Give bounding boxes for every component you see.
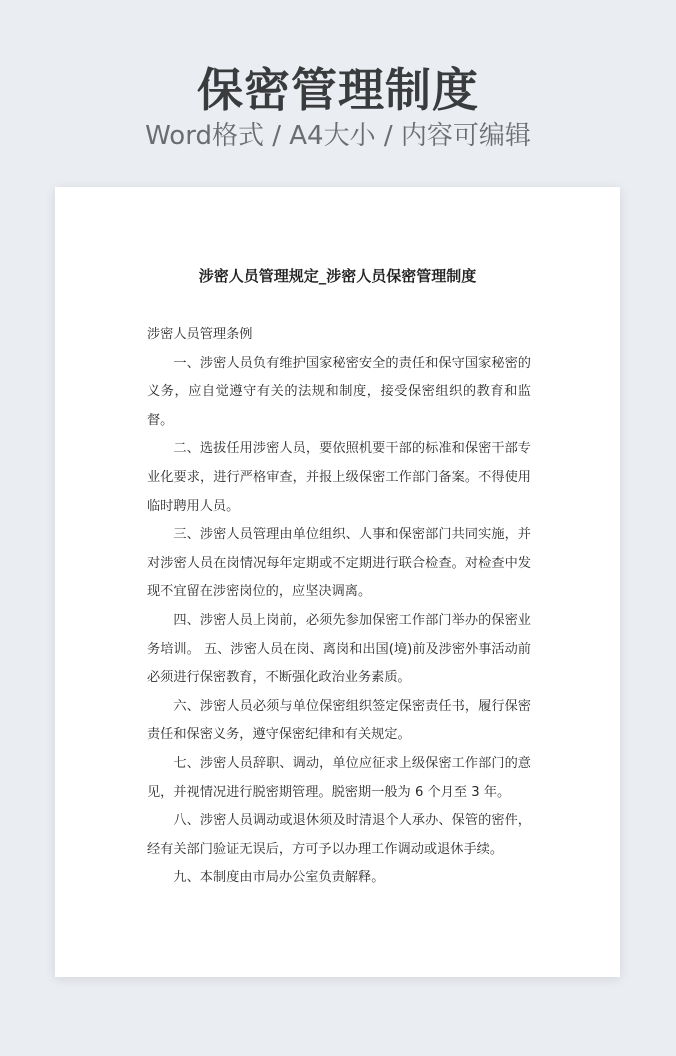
paragraph-6: 七、涉密人员辞职、调动，单位应征求上级保密工作部门的意见，并视情况进行脱密期管理。脱密期一般为 6 个月至 3 年。 (147, 755, 531, 800)
document-page (55, 187, 620, 977)
paragraph-4: 四、涉密人员上岗前，必须先参加保密工作部门举办的保密业务培训。 五、涉密人员在岗、离岗和出国(境)前及涉密外事活动前必须进行保密教育，不断强化政治业务素质。 (147, 612, 531, 686)
paragraph-3: 三、涉密人员管理由单位组织、人事和保密部门共同实施，并对涉密人员在岗情况每年定期或不定期进行联合检查。对检查中发现不宜留在涉密岗位的，应坚决调离。 (147, 527, 531, 600)
document-title: 涉密人员管理规定_涉密人员保密管理制度 (198, 267, 477, 285)
banner-subtitle: Word格式 / A4大小 / 内容可编辑 (145, 121, 531, 151)
paragraph-1: 一、涉密人员负有维护国家秘密安全的责任和保守国家秘密的义务，应自觉遵守有关的法规和制度，接受保密组织的教育和监督。 (147, 355, 531, 428)
section-heading: 涉密人员管理条例 (147, 327, 253, 342)
paragraph-8: 九、本制度由市局办公室负责解释。 (173, 870, 385, 886)
document-body (147, 321, 531, 893)
paragraph-2: 二、选拔任用涉密人员，要依照机要干部的标准和保密干部专业化要求，进行严格审查，并报上级保密工作部门备案。不得使用临时聘用人员。 (147, 441, 531, 514)
paragraph-7: 八、涉密人员调动或退休须及时清退个人承办、保管的密件，经有关部门验证无误后，方可予以办理工作调动或退休手续。 (147, 813, 531, 857)
banner-title: 保密管理制度 (197, 63, 479, 117)
paragraph-5: 六、涉密人员必须与单位保密组织签定保密责任书，履行保密责任和保密义务，遵守保密纪律和有关规定。 (147, 698, 531, 743)
